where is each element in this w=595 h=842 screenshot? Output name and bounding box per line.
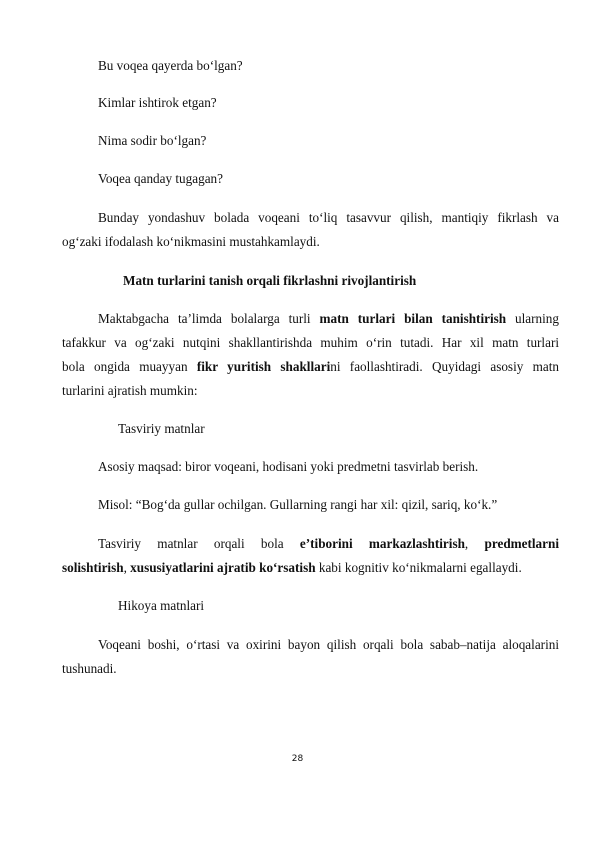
text-span: , xyxy=(123,560,131,575)
question-who: Kimlar ishtirok etgan? xyxy=(98,95,217,110)
bold-term: xususiyatlarini ajratib ko‘rsatish xyxy=(130,560,316,575)
bold-term: e’tiborini markazlashtirish xyxy=(299,536,465,551)
paragraph-3-line-1 xyxy=(98,536,559,552)
paragraph-2-line-4: turlarini ajratish mumkin: xyxy=(62,383,198,398)
text-span: , xyxy=(464,536,485,551)
text-span: bola ongida muayyan xyxy=(62,359,197,374)
text-span: Maktabgacha ta’limda bolalarga turli xyxy=(98,311,320,326)
bold-term: predmetlarni xyxy=(484,536,559,551)
subheading-narrative-texts: Hikoya matnlari xyxy=(118,598,205,613)
paragraph-2-line-3 xyxy=(62,359,559,375)
text-span: kabi kognitiv ko‘nikmalarni egallaydi. xyxy=(315,560,522,575)
section-heading: Matn turlarini tanish orqali fikrlashni rivojlantirish xyxy=(123,273,417,288)
question-how-ended: Voqea qanday tugagan? xyxy=(98,171,223,186)
text-span: Tasviriy matnlar orqali bola xyxy=(98,536,300,551)
descriptive-aim: Asosiy maqsad: biror voqeani, hodisani yoki predmetni tasvirlab berish. xyxy=(98,459,479,474)
text-span: ni faollashtiradi. Quyidagi asosiy matn xyxy=(330,359,559,374)
paragraph-4-line-2: tushunadi. xyxy=(62,661,117,676)
question-where: Bu voqea qayerda bo‘lgan? xyxy=(98,58,243,73)
bold-term: matn turlari bilan tanishtirish xyxy=(319,311,507,326)
paragraph-3-line-2 xyxy=(62,560,522,576)
paragraph-1-line-1: Bunday yondashuv bolada voqeani to‘liq tasavvur qilish, mantiqiy fikrlash va xyxy=(98,210,559,225)
text-span: ularning xyxy=(506,311,559,326)
question-what: Nima sodir bo‘lgan? xyxy=(98,133,207,148)
paragraph-2-line-1 xyxy=(98,311,559,327)
subheading-descriptive-texts: Tasviriy matnlar xyxy=(118,421,205,436)
bold-term: solishtirish xyxy=(62,560,124,575)
paragraph-2-line-2: tafakkur va og‘zaki nutqini shakllantirishda muhim o‘rin tutadi. Har xil matn turlari xyxy=(62,335,559,350)
paragraph-1-line-2: og‘zaki ifodalash ko‘nikmasini mustahkamlaydi. xyxy=(62,234,320,249)
page-number: 28 xyxy=(291,754,304,764)
descriptive-example: Misol: “Bog‘da gullar ochilgan. Gullarning rangi har xil: qizil, sariq, ko‘k.” xyxy=(98,497,498,512)
bold-term: fikr yuritish shakllari xyxy=(196,359,331,374)
paragraph-4-line-1: Voqeani boshi, o‘rtasi va oxirini bayon qilish orqali bola sabab–natija aloqalarini xyxy=(98,637,559,652)
